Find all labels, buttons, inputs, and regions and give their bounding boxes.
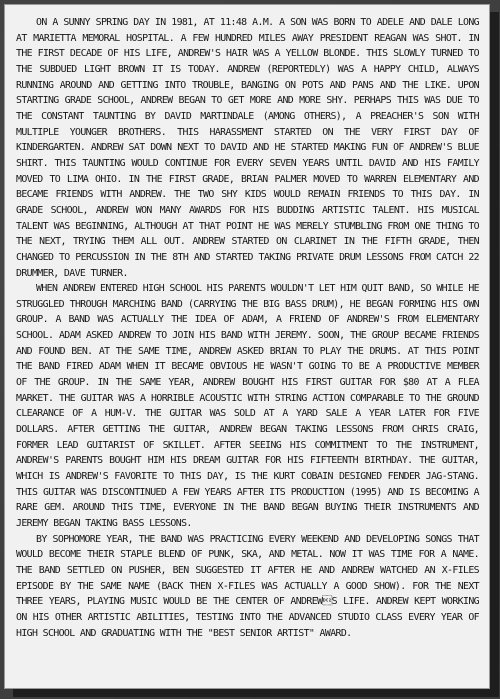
paragraph-high-school: WHEN ANDREW ENTERED HIGH SCHOOL HIS PARENTS WOULDN'T LET HIM QUIT BAND, SO WHILE HE STRUGGLED THROUGH MARCHING BAND (CARRYING THE BIG BASS DRUM), HE BEGAN FORMING HIS OWN GROUP. A BAND WAS ACTUALLY THE IDEA OF ADAM, A FRIEND OF ANDREW'S FROM ELEMENTARY SCHOOL. ADAM ASKED ANDREW TO JOIN HIS BAND WITH JEREMY. SOON, THE GROUP BECAME FRIENDS AND FOUND BEN. AT THE SAME TIME, ANDREW ASKED BRIAN TO PLAY THE DRUMS. AT THIS POINT THE BAND FIRED ADAM WHEN IT BECAME OBVIOUS HE WASN'T GOING TO BE A PRODUCTIVE MEMBER OF THE GROUP. IN THE SAME YEAR, ANDREW BOUGHT HIS FIRST GUITAR FOR $80 AT A FLEA MARKET. THE GUITAR WAS A HORRIBLE ACOUSTIC WITH STRING ACTION COMPARABLE TO THE GROUND CLEARANCE OF A HUM-V. THE GUITAR WAS SOLD AT A YARD SALE A YEAR LATER FOR FIVE DOLLARS. AFTER GETTING THE GUITAR, ANDREW BEGAN TAKING LESSONS FROM CHRIS CRAIG, FORMER LEAD GUITARIST OF SKILLET. AFTER SEEING HIS COMMITMENT TO THE INSTRUMENT, ANDREW'S PARENTS BOUGHT HIM HIS DREAM GUITAR FOR HIS FIFTEENTH BIRTHDAY. THE GUITAR, WHICH IS ANDREW'S FAVORITE TO THIS DAY, IS THE KURT COBAIN DESIGNED FENDER JAG-STANG. THIS GUITAR WAS DISCONTINUED A FEW YEARS AFTER ITS PRODUCTION (1995) AND IS BECOMING A RARE GEM. AROUND THIS TIME, EVERYONE IN THE BAND BEGAN BUYING THEIR INSTRUMENTS AND JEREMY BEGAN TAKING BASS LESSONS. (16, 283, 479, 529)
paragraph-sophomore-year: BY SOPHOMORE YEAR, THE BAND WAS PRACTICING EVERY WEEKEND AND DEVELOPING SONGS THAT WOULD BECOME THEIR STAPLE BLEND OF PUNK, SKA, AND METAL. NOW IT WAS TIME FOR A NAME. THE BAND SETTLED ON PUSHER, BEN SUGGESTED IT AFTER HE AND ANDREW WATCHED AN X-FILES EPISODE BY THE SAME NAME (BACK THEN X-FILES WAS ACTUALLY A GOOD SHOW). FOR THE NEXT THREE YEARS, PLAYING MUSIC WOULD BE THE CENTER OF ANDREWS LIFE. ANDREW KEPT WORKING ON HIS OTHER ARTISTIC ABILITIES, TESTING INTO THE ADVANCED STUDIO CLASS EVERY YEAR OF HIGH SCHOOL AND GRADUATING WITH THE "BEST SENIOR ARTIST" AWARD. (16, 533, 479, 639)
paragraph-childhood: ON A SUNNY SPRING DAY IN 1981, AT 11:48 A.M. A SON WAS BORN TO ADELE AND DALE LONG AT MARIETTA MEMORAL HOSPITAL. A FEW HUNDRED MILES AWAY PRESIDENT REAGAN WAS SHOT. IN THE FIRST DECADE OF HIS LIFE, ANDREW'S HAIR WAS A YELLOW BLONDE. THIS SLOWLY TURNED TO THE SUBDUED LIGHT BROWN IT IS TODAY. ANDREW (REPORTEDLY) WAS A HAPPY CHILD, ALWAYS RUNNING AROUND AND GETTING INTO TROUBLE, BANGING ON POTS AND PANS AND THE LIKE. UPON STARTING GRADE SCHOOL, ANDREW BEGAN TO GET MORE AND MORE SHY. PERHAPS THIS WAS DUE TO THE CONSTANT TAUNTING BY DAVID MARTINDALE (AMONG OTHERS), A PREACHER'S SON WITH MULTIPLE YOUNGER BROTHERS. THIS HARASSMENT STARTED ON THE VERY FIRST DAY OF KINDERGARTEN. ANDREW SAT DOWN NEXT TO DAVID AND HE STARTED MAKING FUN OF ANDREW'S BLUE SHIRT. THIS TAUNTING WOULD CONTINUE FOR EVERY SEVEN YEARS UNTIL DAVID AND HIS FAMILY MOVED TO LIMA OHIO. IN THE FIRST GRADE, BRIAN PALMER MOVED TO WARREN ELEMENTARY AND BECAME FRIENDS WITH ANDREW. THE TWO SHY KIDS WOULD REMAIN FRIENDS TO THIS DAY. IN GRADE SCHOOL, ANDREW WON MANY AWARDS FOR HIS BUDDING ARTISTIC TALENT. HIS MUSICAL TALENT WAS BEGINNING, ALTHOUGH AT THAT POINT HE WAS MERELY STUMBLING FROM ONE THING TO THE NEXT, TRYING THEM ALL OUT. ANDREW STARTED ON CLARINET IN THE FIFTH GRADE, THEN CHANGED TO PERCUSSION IN THE 8TH AND STARTED TAKING PRIVATE DRUM LESSONS FROM CATCH 22 DRUMMER, DAVE TURNER. (16, 17, 479, 279)
text-page (4, 4, 490, 689)
